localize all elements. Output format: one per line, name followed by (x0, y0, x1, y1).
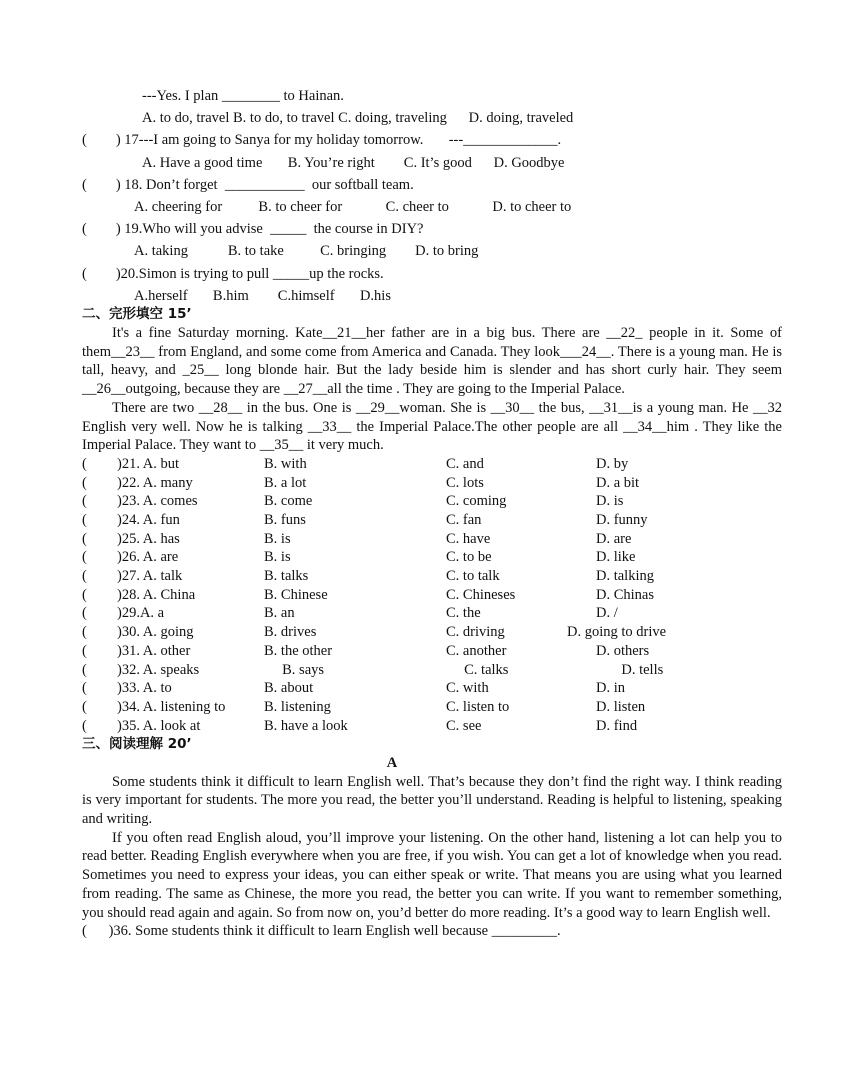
q18-options: A. cheering for B. to cheer for C. cheer to D. to cheer to (134, 198, 572, 215)
passage-label: A (386, 754, 398, 771)
paren: ( (82, 698, 87, 715)
option-c: C. talks (446, 661, 509, 678)
q19-stem: ( ) 19.Who will you advise _____ the course in DIY? (82, 221, 424, 238)
option-row (82, 567, 782, 586)
option-a: )24. A. fun (117, 512, 180, 529)
paren: ( (82, 549, 87, 566)
option-b: B. talks (264, 568, 309, 585)
paren: ( (82, 586, 87, 603)
q19-options: A. taking B. to take C. bringing D. to bring (134, 243, 479, 260)
option-b: B. Chinese (264, 586, 328, 603)
option-b: B. listening (264, 698, 331, 715)
option-a: )28. A. China (117, 586, 196, 603)
option-d: D. others (596, 642, 650, 659)
option-b: B. funs (264, 512, 306, 529)
option-a: )25. A. has (117, 530, 180, 547)
paren: ( (82, 605, 87, 622)
option-d: D. going to drive (567, 624, 667, 641)
option-a: )34. A. listening to (117, 698, 226, 715)
option-a: )33. A. to (117, 680, 172, 697)
paren: ( (82, 530, 87, 547)
option-row (82, 642, 782, 661)
option-b: B. drives (264, 624, 317, 641)
option-row (82, 530, 782, 549)
option-d: D. is (596, 493, 624, 510)
reading-paragraph-2: If you often read English aloud, you’ll improve your listening. On the other hand, listening a lot can help you to read better. Reading English everywhere when you are free, if you wish. You can get a lot of knowledge when you read. Sometimes you need to express your ideas, you can either speak or write. That means you are using what you learned from reading. The same as Chinese, the more you read, the better you can write. If you want to remember something, you should read again and again. So from now on, you’d better do more reading. It’s a good way to learn English well. (82, 829, 782, 921)
option-c: C. another (446, 642, 507, 659)
option-a: )31. A. other (117, 642, 191, 659)
option-c: C. lots (446, 474, 484, 491)
option-b: B. says (264, 661, 325, 678)
q17-options: A. Have a good time B. You’re right C. It’s good D. Goodbye (142, 154, 565, 171)
option-d: D. find (596, 717, 638, 734)
option-b: B. with (264, 455, 307, 472)
option-b: B. an (264, 605, 295, 622)
option-d: D. listen (596, 698, 646, 715)
section2-heading: 二、完形填空 15’ (82, 306, 192, 323)
option-a: )27. A. talk (117, 568, 183, 585)
option-row (82, 455, 782, 474)
option-row (82, 492, 782, 511)
option-c: C. listen to (446, 698, 510, 715)
option-d: D. in (596, 680, 625, 697)
option-a: )22. A. many (117, 474, 193, 491)
cloze-options-table (82, 455, 782, 735)
q20-options: A.herself B.him C.himself D.his (134, 287, 391, 304)
option-row (82, 623, 782, 642)
option-b: B. is (264, 530, 291, 547)
option-c: C. to talk (446, 568, 500, 585)
option-a: )21. A. but (117, 455, 180, 472)
paren: ( (82, 474, 87, 491)
option-b: B. the other (264, 642, 333, 659)
option-a: )32. A. speaks (117, 661, 200, 678)
option-row (82, 511, 782, 530)
option-c: C. fan (446, 512, 482, 529)
option-d: D. talking (596, 568, 654, 585)
option-c: C. with (446, 680, 489, 697)
option-c: C. Chineses (446, 586, 516, 603)
option-d: D. tells (596, 661, 664, 678)
exam-page (82, 87, 782, 941)
paren: ( (82, 455, 87, 472)
q18-stem: ( ) 18. Don’t forget ___________ our softball team. (82, 176, 414, 193)
option-d: D. Chinas (596, 586, 654, 603)
paren: ( (82, 512, 87, 529)
option-d: D. a bit (596, 474, 640, 491)
option-a: )35. A. look at (117, 717, 201, 734)
option-c: C. see (446, 717, 482, 734)
option-row (82, 717, 782, 736)
option-d: D. funny (596, 512, 648, 529)
option-row (82, 548, 782, 567)
option-d: D. like (596, 549, 636, 566)
option-b: B. about (264, 680, 314, 697)
paren: ( (82, 493, 87, 510)
option-c: C. and (446, 455, 484, 472)
paren: ( (82, 642, 87, 659)
option-b: B. is (264, 549, 291, 566)
paren: ( (82, 680, 87, 697)
paren: ( (82, 717, 87, 734)
option-a: )30. A. going (117, 624, 194, 641)
reading-paragraph-1: Some students think it difficult to learn English well. That’s because they don’t find the right way. I think reading is very important for students. The more you read, the better you’ll understand. Reading is helpful to listening, speaking and writing. (82, 773, 782, 828)
option-row (82, 604, 782, 623)
q16-options: A. to do, travel B. to do, to travel C. doing, traveling D. doing, traveled (142, 110, 574, 127)
option-d: D. are (596, 530, 632, 547)
option-row (82, 586, 782, 605)
cloze-paragraph-2: There are two __28__ in the bus. One is __29__woman. She is __30__ the bus, __31__is a young man. He __32 English very well. Now he is talking __33__ the Imperial Palace.The other people are all __34__him . They like the Imperial Palace. They want to __35__ it very much. (82, 399, 782, 454)
option-row (82, 474, 782, 493)
paren: ( (82, 661, 87, 678)
q36-stem: ( )36. Some students think it difficult to learn English well because _________. (82, 923, 561, 940)
paren: ( (82, 568, 87, 585)
option-a: )29.A. a (117, 605, 165, 622)
option-row (82, 698, 782, 717)
q16-stem: ---Yes. I plan ________ to Hainan. (142, 88, 344, 104)
paren: ( (82, 624, 87, 641)
option-c: C. coming (446, 493, 507, 510)
option-c: C. have (446, 530, 491, 547)
option-row (82, 661, 782, 680)
cloze-paragraph-1: It's a fine Saturday morning. Kate__21__her father are in a big bus. There are __22_ people in it. Some of them__23__ from England, and some come from America and Canada. They look___24__. There is a young man. He is tall, heavy, and _25__ long blonde hair. But the lady beside him is slender and has short curly hair. They seem __26__outgoing, because they are __27__all the time . They are going to the Imperial Palace. (82, 325, 782, 398)
option-a: )26. A. are (117, 549, 179, 566)
option-c: C. to be (446, 549, 492, 566)
section3-heading: 三、阅读理解 20’ (82, 736, 192, 753)
option-b: B. come (264, 493, 313, 510)
option-b: B. a lot (264, 474, 307, 491)
option-c: C. the (446, 605, 481, 622)
q20-stem: ( )20.Simon is trying to pull _____up the rocks. (82, 265, 384, 282)
option-c: C. driving (446, 624, 505, 641)
option-a: )23. A. comes (117, 493, 198, 510)
option-d: D. by (596, 455, 629, 472)
option-b: B. have a look (264, 717, 348, 734)
q17-stem: ( ) 17---I am going to Sanya for my holiday tomorrow. ---_____________. (82, 132, 562, 149)
option-d: D. / (596, 605, 618, 622)
option-row (82, 679, 782, 698)
